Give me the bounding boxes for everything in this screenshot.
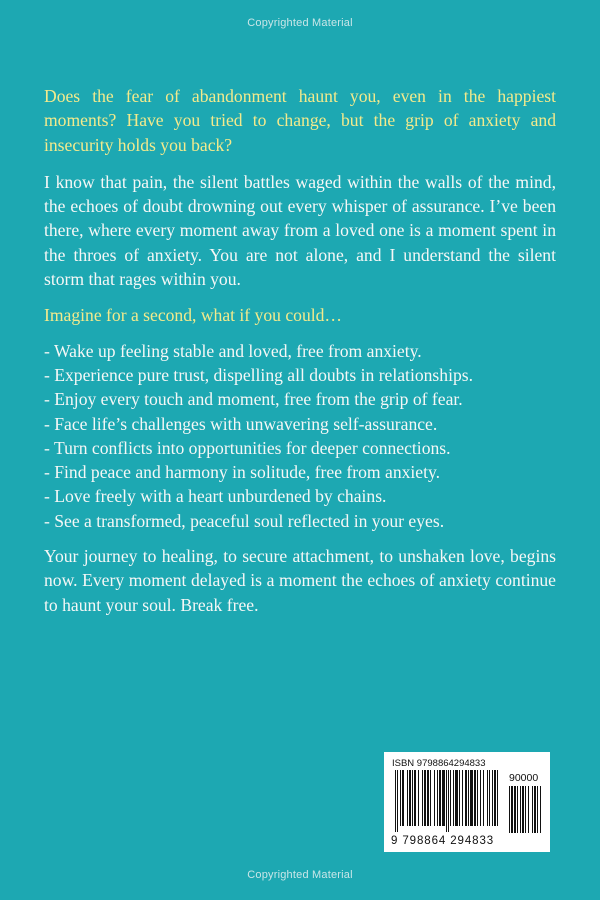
back-cover-copy [44,84,556,617]
barcode-bar [424,770,426,826]
barcode-bar [532,786,533,833]
barcode-bar [520,786,521,833]
barcode-bar [517,786,518,833]
benefit-item: - Find peace and harmony in solitude, free from anxiety. [44,462,441,483]
barcode-bar [528,786,529,833]
closing-paragraph: Your journey to healing, to secure attachment, to unshaken love, begins now. Every moment delayed is a moment the echoes of anxiety continue to haunt your soul. Break free. [44,546,556,615]
barcode-bar [497,770,498,826]
barcode-bars [395,770,505,834]
barcode-bar [430,770,431,826]
copyright-watermark-bottom: Copyrighted Material [247,869,353,881]
price-addon-bars [509,786,543,833]
barcode-bar [409,770,411,826]
barcode-bar [540,786,541,833]
benefit-item: - Enjoy every touch and moment, free from the grip of fear. [44,389,463,410]
barcode-bar [400,770,401,826]
barcode-bar [483,770,484,826]
barcode-bar [509,786,510,833]
barcode-bar [511,786,513,833]
isbn-digits: 9 798864 294833 [391,835,495,847]
barcode-bar [525,786,526,833]
barcode-bar [446,770,447,832]
barcode-bar [494,770,496,826]
barcode-bar [489,770,490,826]
barcode-bar [477,770,478,826]
barcode-bar [487,770,488,826]
barcode-bar [448,770,449,832]
barcode-bar [427,770,429,826]
barcode-bar [514,786,516,833]
barcode-bar [422,770,423,826]
barcode-bar [437,770,438,826]
benefit-item: - Face life’s challenges with unwavering self-assurance. [44,413,438,434]
benefits-list [44,339,556,533]
barcode-bar [442,770,445,826]
barcode-bar [434,770,435,826]
barcode-bar [439,770,441,826]
barcode-bar [453,770,454,826]
copyright-watermark-top: Copyrighted Material [247,17,353,29]
price-code-label: 90000 [509,772,539,784]
benefit-item: - Turn conflicts into opportunities for deeper connections. [44,437,451,458]
barcode-bar [418,770,419,826]
barcode-bar [492,770,493,826]
barcode-bar [470,770,473,826]
barcode-bar [397,770,398,832]
barcode-bar [402,770,404,826]
isbn-barcode-box [384,752,550,852]
barcode-bar [537,786,538,833]
imagine-prompt: Imagine for a second, what if you could… [44,305,343,326]
benefit-item: - Experience pure trust, dispelling all doubts in relationships. [44,364,474,385]
hook-question: Does the fear of abandonment haunt you, even in the happiest moments? Have you tried to change, but the grip of anxiety and insecurity holds you back? [44,86,556,155]
pain-paragraph: I know that pain, the silent battles waged within the walls of the mind, the echoes of doubt drowning out every whisper of assurance. I’ve been there, where every moment away from a loved one is a moment spent in the throes of anxiety. You are not alone, and I understand the silent storm that rages within you. [44,171,556,290]
benefit-item: - See a transformed, peaceful soul reflected in your eyes. [44,510,445,531]
barcode-bar [459,770,460,826]
barcode-bar [407,770,408,826]
barcode-bar [468,770,469,826]
barcode-bar [450,770,451,826]
barcode-bar [455,770,458,826]
barcode-bar [462,770,463,826]
isbn-label: ISBN 9798864294833 [392,758,486,769]
barcode-bar [412,770,413,826]
barcode-bar [522,786,524,833]
barcode-bar [465,770,467,826]
barcode-bar [395,770,396,832]
benefit-item: - Love freely with a heart unburdened by chains. [44,486,387,507]
barcode-bar [534,786,536,833]
benefit-item: - Wake up feeling stable and loved, free from anxiety. [44,340,422,361]
barcode-bar [414,770,416,826]
barcode-bar [474,770,476,826]
barcode-bar [480,770,481,826]
